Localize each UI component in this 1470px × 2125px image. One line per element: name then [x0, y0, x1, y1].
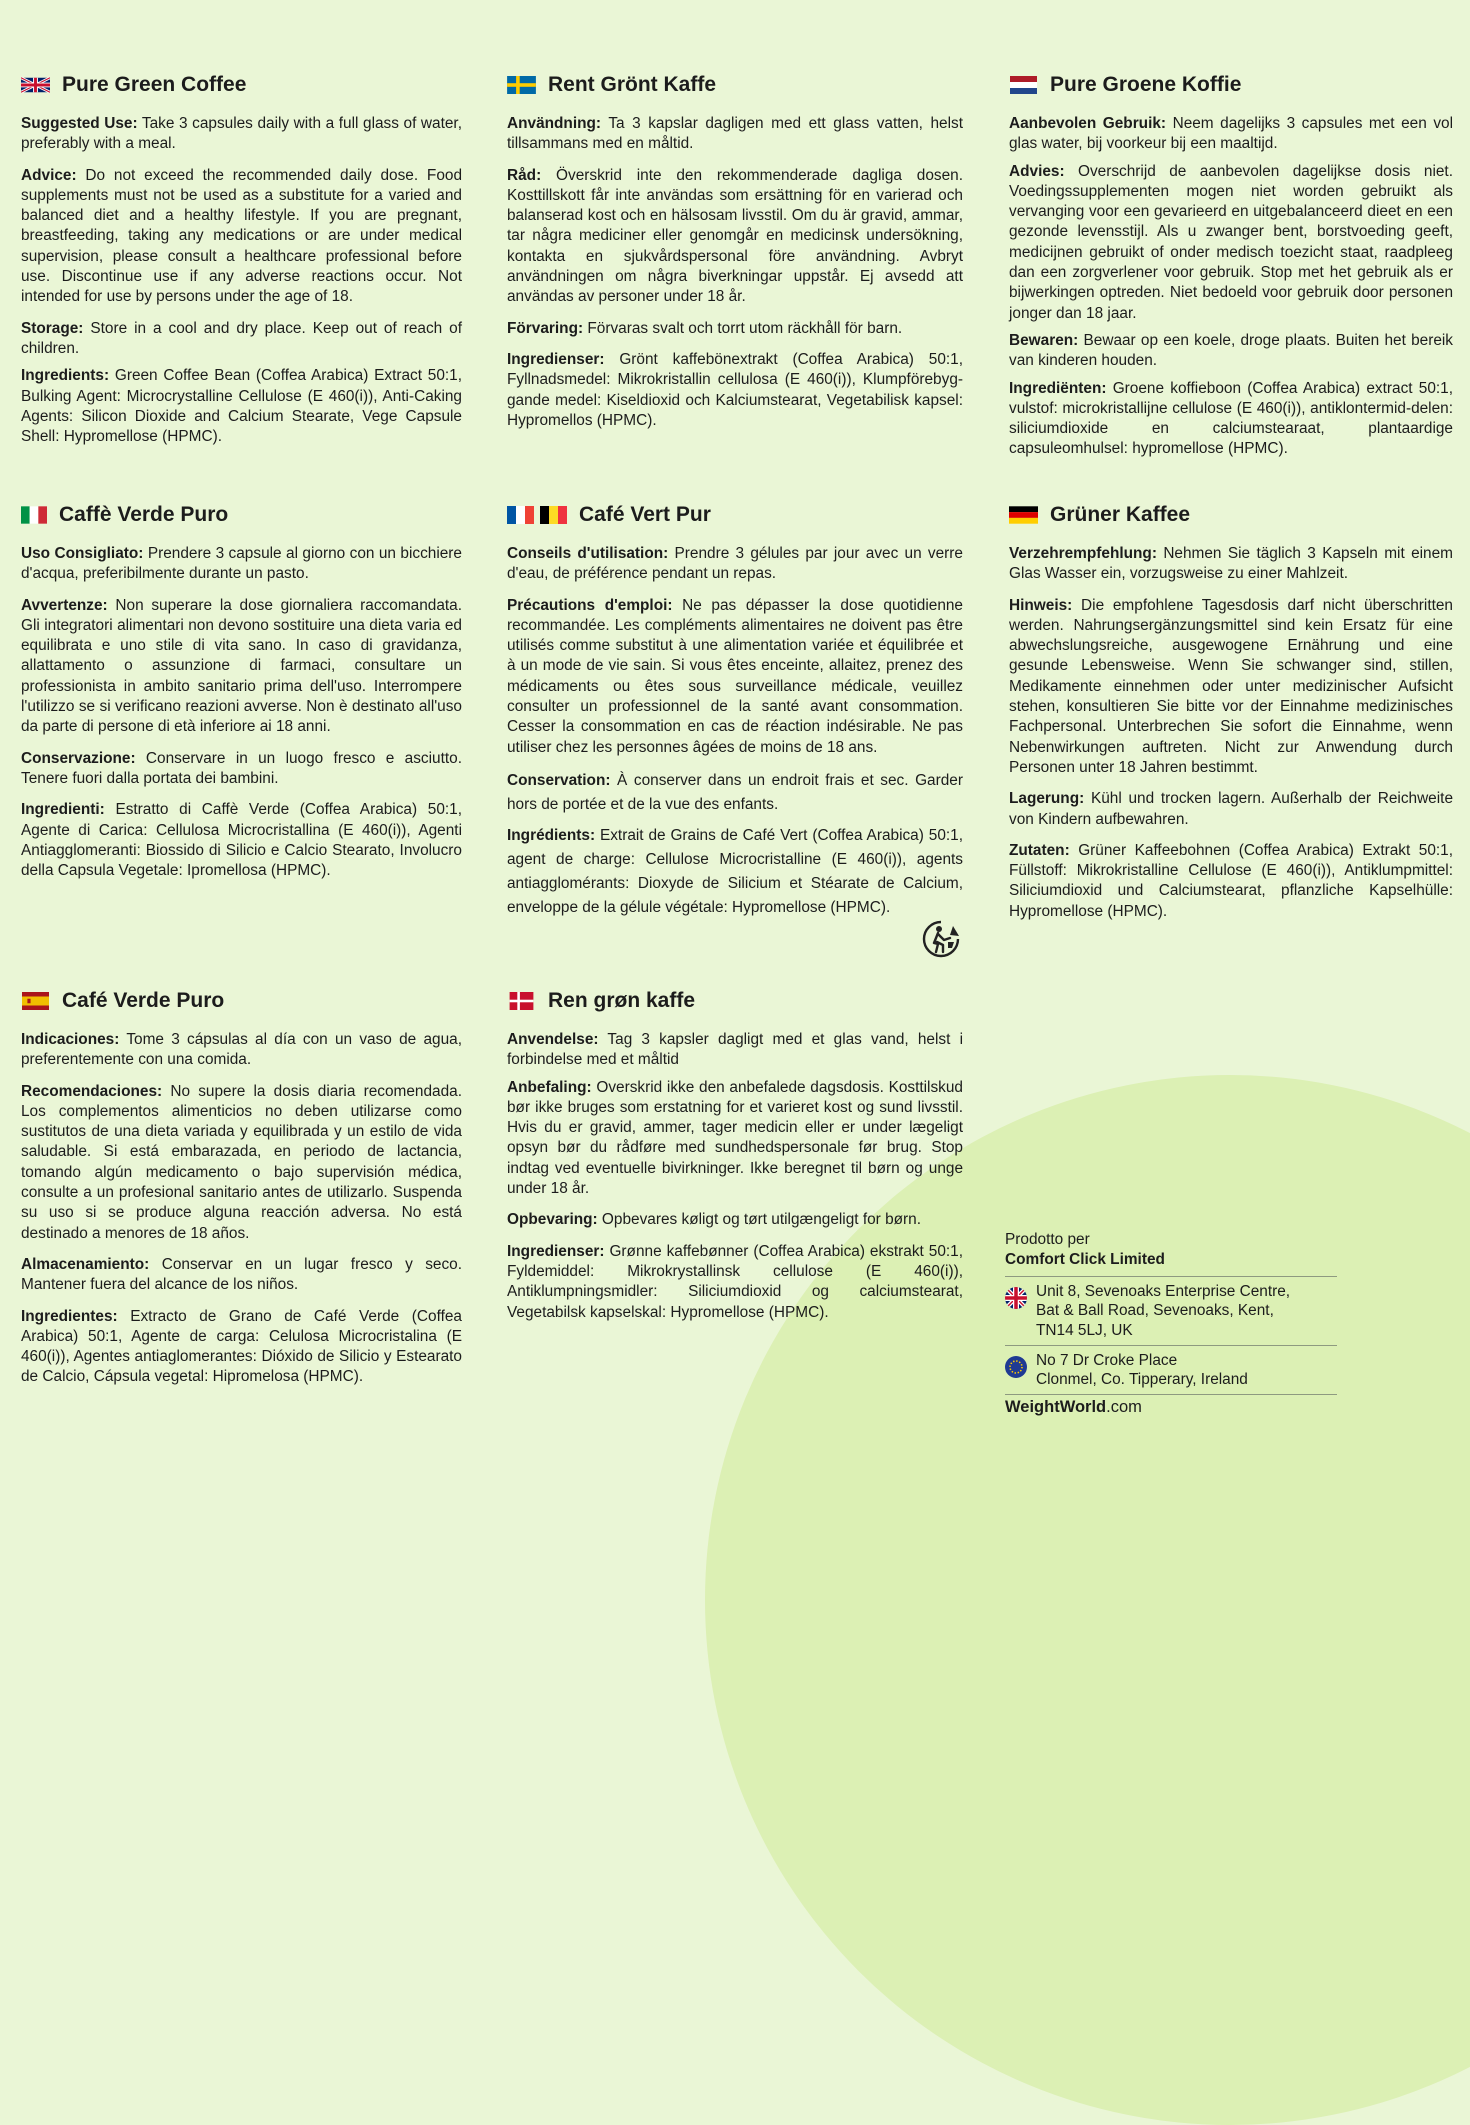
- germany-flag-icon: [1009, 506, 1038, 524]
- paragraph-usage: Conseils d'utilisation: Prendre 3 gélules par jour avec un verre d'eau, de préférence pendant un repas.: [507, 545, 963, 583]
- italy-flag-icon: [21, 506, 47, 524]
- paragraph-usage: Aanbevolen Gebruik: Neem dagelijks 3 capsules met een vol glas water, bij voorkeur bij een maaltijd.: [1009, 115, 1453, 153]
- paragraph-advice: Råd: Överskrid inte den rekommenderade dagliga dosen. Kosttillskott får inte användas som ersättning för en varierad och balanserad kost och en hälsosam livsstil. Om du är gravid, ammar, tar några mediciner eller genomgår en medicinsk undersökning, kontakta en sjukvårdspersonal före användning. Avbryt användningen om några biverkningar uppstår. Ej avsedd att användas av personer under 18 år.: [507, 166, 963, 306]
- paragraph-usage: Suggested Use: Take 3 capsules daily with a full glass of water, preferably with a meal.: [21, 115, 462, 153]
- uk-address-line: Bat & Ball Road, Sevenoaks, Kent,: [1036, 1302, 1274, 1320]
- uk-flag-icon: [21, 76, 50, 94]
- paragraph-ingredients: Ingredienser: Grönt kaffebönextrakt (Coffea Arabica) 50:1, Fyllnadsmedel: Mikrokristallin cellulosa (E 460(i)), Klumpförebyg-gande medel: Kiseldioxid och Kalciumstearat, Vegetabilisk kapsel: Hypromellos (HPMC).: [507, 350, 963, 429]
- eu-address-line: No 7 Dr Croke Place: [1036, 1351, 1178, 1369]
- eu-address-line: Clonmel, Co. Tipperary, Ireland: [1036, 1371, 1248, 1389]
- paragraph-ingredients: Ingrédients: Extrait de Grains de Café Vert (Coffea Arabica) 50:1, agent de charge: Cellulose Microcristalline (E 460(i)), agents antiagglomérants: Dioxyde de Silicium et Stéarate de Calcium, enveloppe de la gélule végétale: Hypromellose (HPMC).: [507, 826, 963, 916]
- uk-address: [1005, 1276, 1337, 1345]
- tidyman-recycle-icon: [920, 918, 962, 960]
- paragraph-storage: Förvaring: Förvaras svalt och torrt utom räckhåll för barn.: [507, 319, 903, 337]
- produced-by-label: Prodotto per: [1005, 1231, 1090, 1248]
- uk-address-line: Unit 8, Sevenoaks Enterprise Centre,: [1036, 1283, 1291, 1300]
- section-german: [1009, 500, 1453, 929]
- paragraph-storage: Lagerung: Kühl und trocken lagern. Außerhalb der Reichweite von Kindern aufbewahren.: [1009, 790, 1453, 828]
- section-danish: [507, 986, 963, 1330]
- paragraph-storage: Storage: Store in a cool and dry place. Keep out of reach of children.: [21, 319, 462, 357]
- section-italian: [21, 500, 462, 888]
- section-title: Grüner Kaffee: [1050, 503, 1191, 526]
- section-title: Pure Green Coffee: [62, 73, 247, 96]
- paragraph-ingredients: Ingredienser: Grønne kaffebønner (Coffea Arabica) ekstrakt 50:1, Fyldemiddel: Mikrokrystallinsk cellulose (E 460(i)), Antiklumpningsmidler: Siliciumdioxid og calciumstearat, Vegetabilsk kapselskal: Hypromellose (HPMC).: [507, 1242, 963, 1321]
- paragraph-usage: Indicaciones: Tome 3 cápsulas al día con un vaso de agua, preferentemente con una comida.: [21, 1031, 462, 1069]
- paragraph-advice: Précautions d'emploi: Ne pas dépasser la dose quotidienne recommandée. Les compléments alimentaires ne doivent pas être utilisés comme substitut à une alimentation variée et équilibrée et à un mode de vie sain. Si vous êtes enceinte, allaitez, prenez des médicaments ou êtes sous surveillance médicale, veuillez consulter un professionnel de la santé avant consommation. Cesser la consommation en cas de réaction indésirable. Ne pas utiliser chez les personnes âgées de moins de 18 ans.: [507, 596, 963, 756]
- belgium-flag-icon: [540, 506, 567, 524]
- paragraph-advice: Advice: Do not exceed the recommended daily dose. Food supplements must not be used as a substitute for a varied and balanced diet and a healthy lifestyle. If you are pregnant, breastfeeding, taking any medications or are under medical supervision, please consult a healthcare professional before use. Discontinue use if any adverse reactions occur. Not intended for use by persons under the age of 18.: [21, 166, 462, 306]
- section-dutch: [1009, 70, 1453, 467]
- france-flag-icon: [507, 506, 534, 524]
- paragraph-storage: Conservation: À conserver dans un endroit frais et sec. Garder hors de portée et de la vue des enfants.: [507, 771, 963, 813]
- netherlands-flag-icon: [1009, 76, 1038, 94]
- paragraph-storage: Almacenamiento: Conservar en un lugar fresco y seco. Mantener fuera del alcance de los niños.: [21, 1255, 462, 1294]
- paragraph-advice: Anbefaling: Overskrid ikke den anbefalede dagsdosis. Kosttilskud bør ikke bruges som erstatning for et varieret kost og sund livsstil. Hvis du er gravid, ammer, tager medicin eller er under lægeligt opsyn bør du rådføre med sundhedspersonale før brug. Stop indtag ved eventuelle bivirkninger. Ikke beregnet til børn og unge under 18 år.: [507, 1078, 963, 1198]
- eu-address: [1005, 1345, 1337, 1395]
- paragraph-advice: Advies: Overschrijd de aanbevolen dagelijkse dosis niet. Voedingssupplementen mogen niet worden gebruikt als vervanging voor een gevarieerd en uitgebalanceerd dieet en een gezonde levensstijl. Als u zwanger bent, borstvoeding geeft, medicijnen gebruikt of onder medisch toezicht staat, raadpleeg dan een zorgverlener voor gebruik. Stop met het gebruik als er bijwerkingen optreden. Niet bedoeld voor gebruik door personen jonger dan 18 jaar.: [1009, 162, 1453, 322]
- paragraph-ingredients: Zutaten: Grüner Kaffeebohnen (Coffea Arabica) Extrakt 50:1, Füllstoff: Mikrokristalline Cellulose (E 460(i)), Antiklumpmittel: Siliciumdioxid und Calciumstearat, pflanzliche Kapselhülle: Hypromellose (HPMC).: [1009, 841, 1453, 920]
- manufacturer-footer: [1005, 1230, 1337, 1417]
- paragraph-usage: Användning: Ta 3 kapslar dagligen med ett glass vatten, helst tillsammans med en måltid.: [507, 115, 963, 153]
- paragraph-storage: Opbevaring: Opbevares køligt og tørt utilgængeligt for børn.: [507, 1211, 921, 1229]
- section-english: [21, 70, 462, 454]
- paragraph-storage: Bewaren: Bewaar op een koele, droge plaats. Buiten het bereik van kinderen houden.: [1009, 331, 1453, 370]
- paragraph-ingredients: Ingrediënten: Groene koffieboon (Coffea Arabica) extract 50:1, vulstof: microkristallijne cellulose (E 460(i)), antiklontermid-delen: siliciumdioxide en calciumstearaat, plantaardige capsuleomhulsel: hypromellose (HPMC).: [1009, 379, 1453, 458]
- paragraph-usage: Anvendelse: Tag 3 kapsler dagligt med et glas vand, helst i forbindelse med et måltid: [507, 1031, 963, 1069]
- section-title: Café Vert Pur: [579, 503, 711, 526]
- section-title: Caffè Verde Puro: [59, 503, 229, 526]
- section-swedish: [507, 70, 963, 438]
- uk-address-line: TN14 5LJ, UK: [1036, 1321, 1133, 1339]
- paragraph-usage: Verzehrempfehlung: Nehmen Sie täglich 3 Kapseln mit einem Glas Wasser ein, vorzugsweise zu einer Mahlzeit.: [1009, 545, 1453, 583]
- paragraph-ingredients: Ingredientes: Extracto de Grano de Café Verde (Coffea Arabica) 50:1, Agente de carga: Celulosa Microcristalina (E 460(i)), Agentes antiaglomerantes: Dióxido de Silicio y Estearato de Calcio, Cápsula vegetal: Hipromelosa (HPMC).: [21, 1307, 462, 1386]
- paragraph-advice: Avvertenze: Non superare la dose giornaliera raccomandata. Gli integratori alimentari non devono sostituire una dieta varia ed equilibrata e uno stile di vita sano. In caso di gravidanza, allattamento o assunzione di farmaci, consultare un professionista in ambito sanitario prima dell'uso. Interrompere l'utilizzo se si verificano reazioni avverse. Non è destinato all'uso da parte di persone di età inferiore ai 18 anni.: [21, 596, 462, 736]
- section-title: Café Verde Puro: [62, 989, 225, 1012]
- section-title: Pure Groene Koffie: [1050, 73, 1242, 96]
- paragraph-storage: Conservazione: Conservare in un luogo fresco e asciutto. Tenere fuori dalla portata dei bambini.: [21, 749, 462, 787]
- paragraph-ingredients: Ingredients: Green Coffee Bean (Coffea Arabica) Extract 50:1, Bulking Agent: Microcrystalline Cellulose (E 460(i)), Anti-Caking Agents: Silicon Dioxide and Calcium Stearate, Vege Capsule Shell: Hypromellose (HPMC).: [21, 367, 462, 446]
- paragraph-advice: Hinweis: Die empfohlene Tagesdosis darf nicht überschritten werden. Nahrungsergänzungsmittel sind kein Ersatz für eine abwechslungsreiche, ausgewogene Ernährung und eine gesunde Lebensweise. Wenn Sie schwanger sind, stillen, Medikamente einnehmen oder unter medizinischer Aufsicht stehen, konsultieren Sie bitte vor der Einnahme medizinisches Fachpersonal. Unterbrechen Sie sofort die Einnahme, wenn Nebenwirkungen auftreten. Nicht zur Anwendung durch Personen unter 18 Jahren bestimmt.: [1009, 596, 1453, 776]
- paragraph-ingredients: Ingredienti: Estratto di Caffè Verde (Coffea Arabica) 50:1, Agente di Carica: Cellulosa Microcristallina (E 460(i)), Agenti Antiagglomeranti: Biossido di Silicio e Calcio Stearato, Involucro della Capsula Vegetale: Ipromellosa (HPMC).: [21, 801, 462, 880]
- section-title: Ren grøn kaffe: [548, 989, 696, 1012]
- section-spanish: [21, 986, 462, 1395]
- company-name: Comfort Click Limited: [1005, 1251, 1165, 1268]
- uk-flag-round-icon: [1005, 1287, 1027, 1309]
- sweden-flag-icon: [507, 76, 536, 94]
- section-title: Rent Grönt Kaffe: [548, 73, 716, 96]
- denmark-flag-icon: [507, 992, 536, 1010]
- brand-website: WeightWorld.com: [1005, 1394, 1337, 1417]
- section-french: [507, 500, 963, 927]
- paragraph-advice: Recomendaciones: No supere la dosis diaria recomendada. Los complementos alimenticios no deben utilizarse como sustitutos de una dieta variada y equilibrada y un estilo de vida saludable. Si está embarazada, en periodo de lactancia, tomando algún medicamento o bajo supervisión médica, consulte a un profesional sanitario antes de utilizarlo. Suspenda su uso si se produce alguna reacción adversa. No está destinado a menores de 18 años.: [21, 1082, 462, 1242]
- eu-flag-round-icon: [1005, 1356, 1027, 1378]
- spain-flag-icon: [21, 992, 50, 1010]
- paragraph-usage: Uso Consigliato: Prendere 3 capsule al giorno con un bicchiere d'acqua, preferibilmente durante un pasto.: [21, 545, 462, 583]
